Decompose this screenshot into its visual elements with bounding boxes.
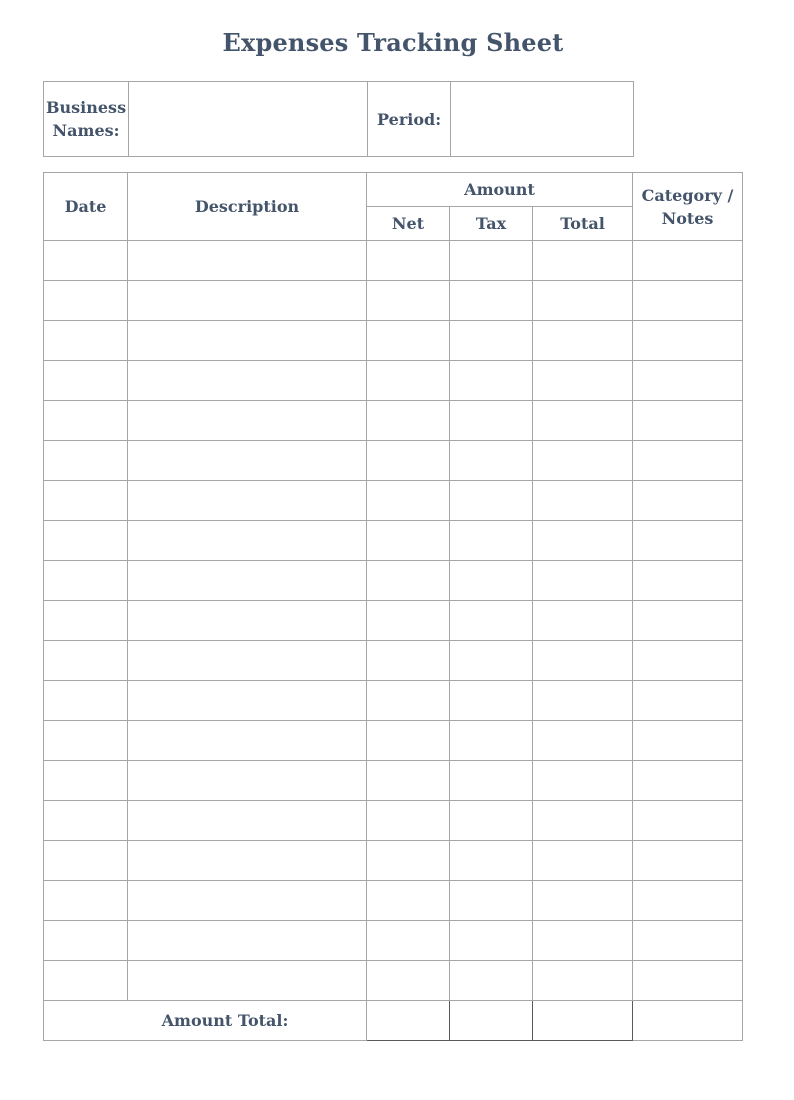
net-cell[interactable] xyxy=(367,881,450,921)
table-row xyxy=(44,441,743,481)
tax-cell[interactable] xyxy=(450,721,533,761)
date-cell[interactable] xyxy=(44,641,128,681)
net-cell[interactable] xyxy=(367,961,450,1001)
tax-cell[interactable] xyxy=(450,481,533,521)
category-cell[interactable] xyxy=(633,961,743,1001)
grand-total-cell[interactable] xyxy=(533,1001,633,1041)
date-cell[interactable] xyxy=(44,401,128,441)
date-cell[interactable] xyxy=(44,801,128,841)
total-cell[interactable] xyxy=(533,521,633,561)
tax-cell[interactable] xyxy=(450,281,533,321)
total-cell[interactable] xyxy=(533,841,633,881)
description-cell[interactable] xyxy=(128,521,367,561)
table-row xyxy=(44,241,743,281)
tax-cell[interactable] xyxy=(450,521,533,561)
category-cell[interactable] xyxy=(633,801,743,841)
total-cell[interactable] xyxy=(533,641,633,681)
date-cell[interactable] xyxy=(44,921,128,961)
business-names-label xyxy=(44,82,129,157)
total-cell[interactable] xyxy=(533,241,633,281)
tax-cell[interactable] xyxy=(450,321,533,361)
description-cell[interactable] xyxy=(128,481,367,521)
net-header: Net xyxy=(367,207,450,241)
category-cell[interactable] xyxy=(633,521,743,561)
category-cell[interactable] xyxy=(633,641,743,681)
table-row xyxy=(44,721,743,761)
tax-cell[interactable] xyxy=(450,881,533,921)
tax-cell[interactable] xyxy=(450,641,533,681)
net-cell[interactable] xyxy=(367,481,450,521)
description-cell[interactable] xyxy=(128,921,367,961)
business-label-line1: Business xyxy=(46,98,127,117)
category-cell[interactable] xyxy=(633,681,743,721)
description-cell[interactable] xyxy=(128,801,367,841)
category-cell[interactable] xyxy=(633,601,743,641)
tax-cell[interactable] xyxy=(450,761,533,801)
date-cell[interactable] xyxy=(44,281,128,321)
page-title: Expenses Tracking Sheet xyxy=(222,28,564,57)
tax-cell[interactable] xyxy=(450,561,533,601)
total-cell[interactable] xyxy=(533,361,633,401)
amount-header: Amount xyxy=(367,173,633,207)
total-cell[interactable] xyxy=(533,961,633,1001)
net-cell[interactable] xyxy=(367,721,450,761)
business-info-row xyxy=(44,82,634,157)
net-cell[interactable] xyxy=(367,921,450,961)
date-cell[interactable] xyxy=(44,561,128,601)
category-total-cell[interactable] xyxy=(633,1001,743,1041)
description-cell[interactable] xyxy=(128,641,367,681)
date-cell[interactable] xyxy=(44,681,128,721)
description-cell[interactable] xyxy=(128,881,367,921)
net-cell[interactable] xyxy=(367,441,450,481)
table-row xyxy=(44,881,743,921)
description-cell[interactable] xyxy=(128,601,367,641)
date-cell[interactable] xyxy=(44,241,128,281)
net-cell[interactable] xyxy=(367,561,450,601)
tax-cell[interactable] xyxy=(450,801,533,841)
description-header: Description xyxy=(128,173,367,241)
period-label: Period: xyxy=(368,82,451,157)
description-cell[interactable] xyxy=(128,361,367,401)
table-row xyxy=(44,321,743,361)
date-cell[interactable] xyxy=(44,481,128,521)
date-header: Date xyxy=(44,173,128,241)
tax-cell[interactable] xyxy=(450,841,533,881)
date-cell[interactable] xyxy=(44,841,128,881)
category-cell[interactable] xyxy=(633,881,743,921)
tax-cell[interactable] xyxy=(450,241,533,281)
net-cell[interactable] xyxy=(367,761,450,801)
table-row xyxy=(44,361,743,401)
tax-cell[interactable] xyxy=(450,681,533,721)
period-field[interactable] xyxy=(451,82,634,157)
description-cell[interactable] xyxy=(128,681,367,721)
net-cell[interactable] xyxy=(367,681,450,721)
category-cell[interactable] xyxy=(633,561,743,601)
tax-cell[interactable] xyxy=(450,921,533,961)
description-cell[interactable] xyxy=(128,761,367,801)
tax-cell[interactable] xyxy=(450,401,533,441)
table-row xyxy=(44,641,743,681)
tax-cell[interactable] xyxy=(450,961,533,1001)
amount-total-row xyxy=(44,1001,743,1041)
total-cell[interactable] xyxy=(533,681,633,721)
total-cell[interactable] xyxy=(533,761,633,801)
date-cell[interactable] xyxy=(44,361,128,401)
description-cell[interactable] xyxy=(128,841,367,881)
expense-rows xyxy=(44,241,743,1001)
table-row xyxy=(44,401,743,441)
net-cell[interactable] xyxy=(367,801,450,841)
category-cell[interactable] xyxy=(633,441,743,481)
net-total-cell[interactable] xyxy=(367,1001,450,1041)
description-cell[interactable] xyxy=(128,241,367,281)
tax-cell[interactable] xyxy=(450,601,533,641)
description-cell[interactable] xyxy=(128,561,367,601)
date-cell[interactable] xyxy=(44,961,128,1001)
net-cell[interactable] xyxy=(367,401,450,441)
table-header-row xyxy=(44,173,743,207)
date-cell[interactable] xyxy=(44,761,128,801)
table-row xyxy=(44,761,743,801)
table-row xyxy=(44,681,743,721)
category-cell[interactable] xyxy=(633,281,743,321)
description-cell[interactable] xyxy=(128,281,367,321)
table-row xyxy=(44,281,743,321)
net-cell[interactable] xyxy=(367,521,450,561)
date-cell[interactable] xyxy=(44,601,128,641)
category-header-line1: Category / xyxy=(641,185,734,205)
table-row xyxy=(44,961,743,1001)
date-cell[interactable] xyxy=(44,721,128,761)
business-names-field[interactable] xyxy=(129,82,368,157)
total-cell[interactable] xyxy=(533,601,633,641)
category-cell[interactable] xyxy=(633,721,743,761)
total-cell[interactable] xyxy=(533,801,633,841)
category-cell[interactable] xyxy=(633,841,743,881)
tax-cell[interactable] xyxy=(450,361,533,401)
date-cell[interactable] xyxy=(44,321,128,361)
net-cell[interactable] xyxy=(367,321,450,361)
description-cell[interactable] xyxy=(128,441,367,481)
total-cell[interactable] xyxy=(533,321,633,361)
amount-total-label: Amount Total: xyxy=(44,1001,367,1041)
date-cell[interactable] xyxy=(44,881,128,921)
table-row xyxy=(44,561,743,601)
net-cell[interactable] xyxy=(367,361,450,401)
total-cell[interactable] xyxy=(533,921,633,961)
total-header: Total xyxy=(533,207,633,241)
description-cell[interactable] xyxy=(128,721,367,761)
table-row xyxy=(44,521,743,561)
category-cell[interactable] xyxy=(633,401,743,441)
date-cell[interactable] xyxy=(44,441,128,481)
total-cell[interactable] xyxy=(533,481,633,521)
business-info-table xyxy=(43,81,634,157)
category-cell[interactable] xyxy=(633,241,743,281)
tax-cell[interactable] xyxy=(450,441,533,481)
category-cell[interactable] xyxy=(633,361,743,401)
net-cell[interactable] xyxy=(367,641,450,681)
net-cell[interactable] xyxy=(367,241,450,281)
category-cell[interactable] xyxy=(633,921,743,961)
table-row xyxy=(44,481,743,521)
total-cell[interactable] xyxy=(533,401,633,441)
description-cell[interactable] xyxy=(128,401,367,441)
business-label-line2: Names: xyxy=(52,121,120,140)
description-cell[interactable] xyxy=(128,321,367,361)
table-row xyxy=(44,921,743,961)
table-row xyxy=(44,601,743,641)
description-cell[interactable] xyxy=(128,961,367,1001)
tax-header: Tax xyxy=(450,207,533,241)
net-cell[interactable] xyxy=(367,601,450,641)
total-cell[interactable] xyxy=(533,281,633,321)
net-cell[interactable] xyxy=(367,281,450,321)
category-cell[interactable] xyxy=(633,481,743,521)
category-cell[interactable] xyxy=(633,321,743,361)
expense-table xyxy=(43,172,743,1041)
total-cell[interactable] xyxy=(533,441,633,481)
table-row xyxy=(44,841,743,881)
total-cell[interactable] xyxy=(533,721,633,761)
total-cell[interactable] xyxy=(533,561,633,601)
category-header-line2: Notes xyxy=(661,208,714,228)
net-cell[interactable] xyxy=(367,841,450,881)
date-cell[interactable] xyxy=(44,521,128,561)
total-cell[interactable] xyxy=(533,881,633,921)
category-notes-header xyxy=(633,173,743,241)
table-row xyxy=(44,801,743,841)
tax-total-cell[interactable] xyxy=(450,1001,533,1041)
category-cell[interactable] xyxy=(633,761,743,801)
